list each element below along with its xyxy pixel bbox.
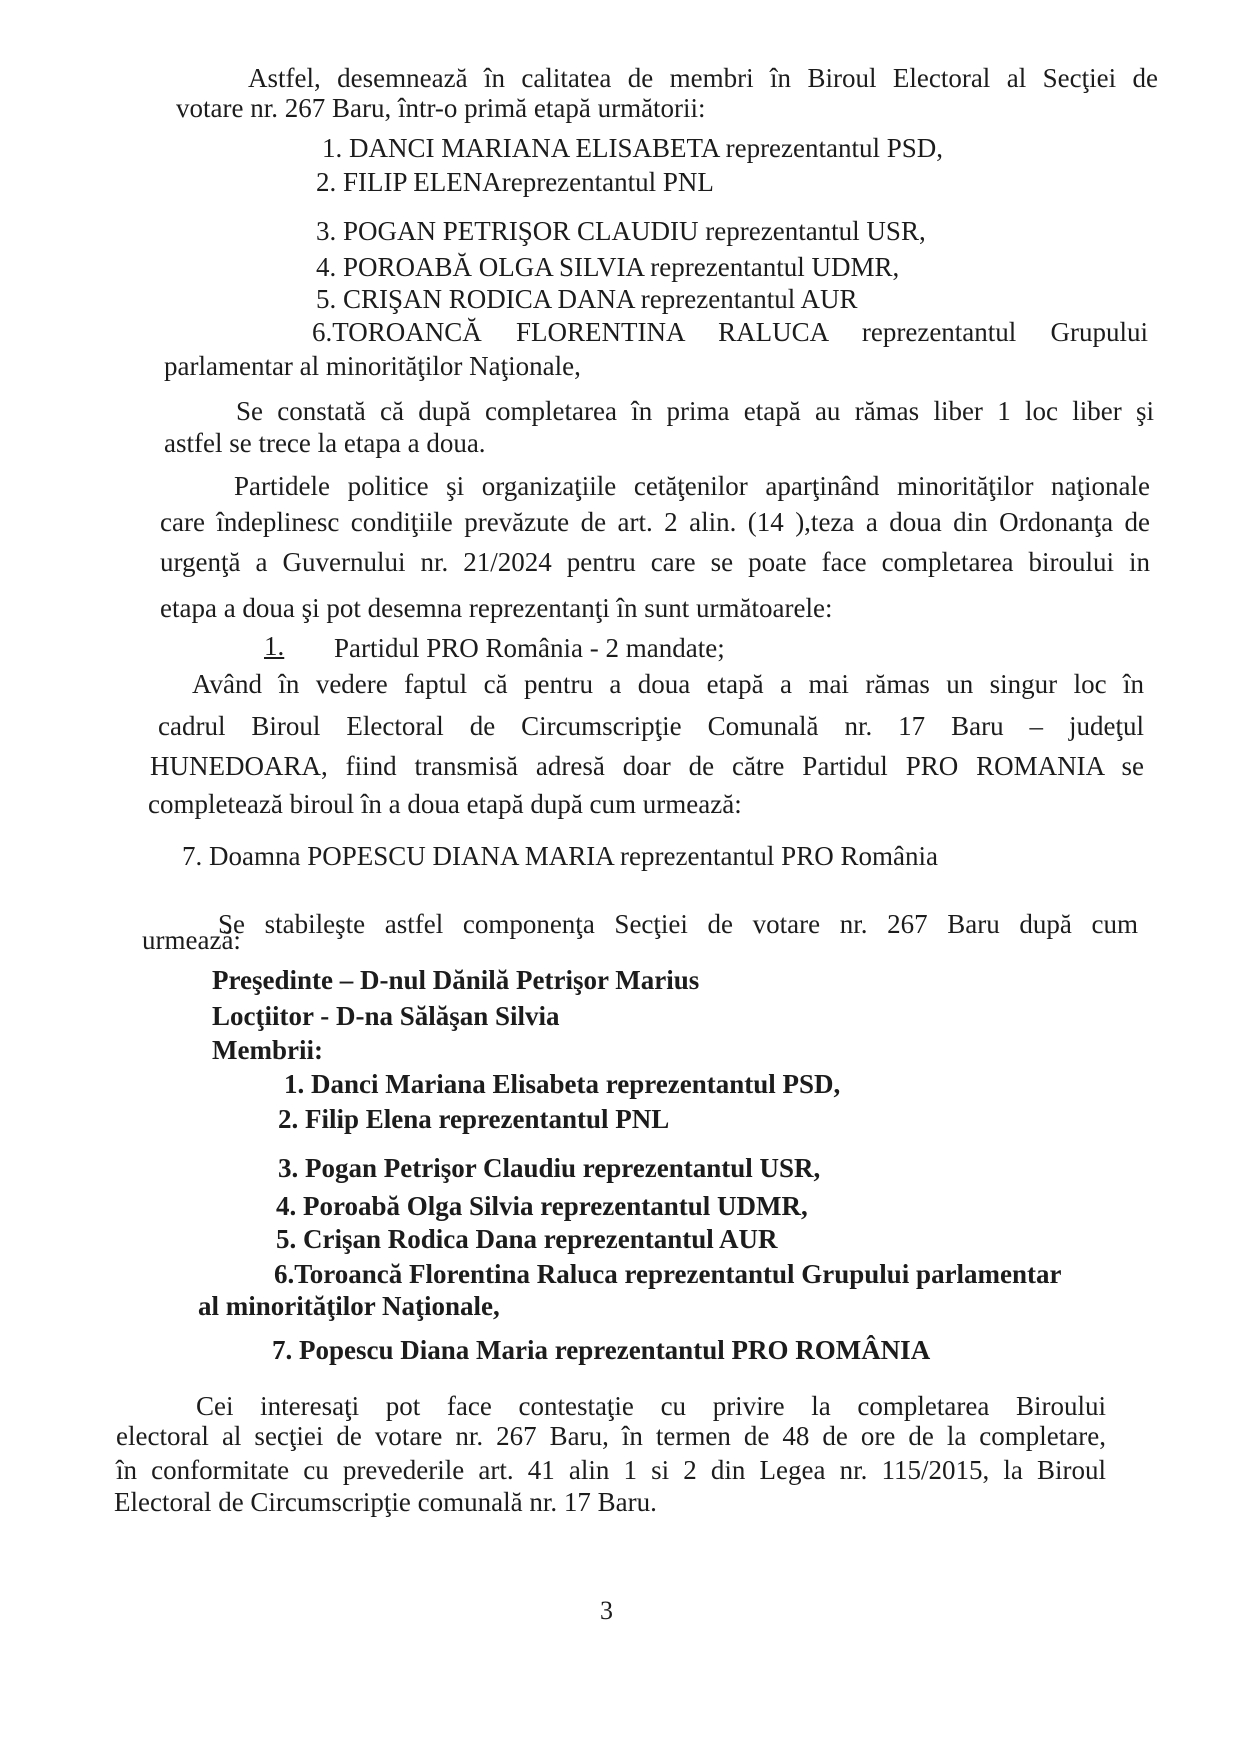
contest-line-1: Cei interesaţi pot face contestaţie cu privire la completarea Biroului — [196, 1391, 1106, 1421]
intro-line-2: votare nr. 267 Baru, într-o primă etapă următorii: — [176, 93, 706, 123]
page-number: 3 — [600, 1596, 613, 1625]
intro-line-1: Astfel, desemnează în calitatea de membri în Biroul Electoral al Secţiei de — [248, 63, 1158, 93]
first-stage-member-6: 6.TOROANCĂ FLORENTINA RALUCA reprezentantul Grupului — [312, 317, 1148, 347]
second-stage-line-4: completează biroul în a doua etapă după cum urmează: — [148, 789, 742, 819]
party-entry: Partidul PRO România - 2 mandate; — [334, 633, 725, 663]
parties-para-line-4: etapa a doua şi pot desemna reprezentanţi în sunt următoarele: — [160, 593, 833, 623]
parties-para-line-3: urgenţă a Guvernului nr. 21/2024 pentru care se poate face completarea biroului in — [160, 547, 1150, 577]
party-number: 1. — [264, 631, 285, 661]
first-stage-member-6-cont: parlamentar al minorităţilor Naţionale, — [164, 351, 581, 381]
first-stage-member-4: 4. POROABĂ OLGA SILVIA reprezentantul UDMR, — [316, 252, 900, 282]
final-member-1: 1. Danci Mariana Elisabeta reprezentantul PSD, — [284, 1069, 841, 1099]
final-member-3: 3. Pogan Petrişor Claudiu reprezentantul USR, — [278, 1153, 821, 1183]
contest-line-2: electoral al secţiei de votare nr. 267 Baru, în termen de 48 de ore de la completare, — [116, 1421, 1106, 1451]
first-stage-member-2: 2. FILIP ELENAreprezentantul PNL — [316, 167, 714, 197]
final-member-2: 2. Filip Elena reprezentantul PNL — [278, 1104, 670, 1134]
contest-line-3: în conformitate cu prevederile art. 41 alin 1 si 2 din Legea nr. 115/2015, la Biroul — [116, 1455, 1106, 1485]
final-member-6-cont: al minorităţilor Naţionale, — [198, 1291, 500, 1321]
composition-intro-line-1: Se stabileşte astfel componenţa Secţiei de votare nr. 267 Baru după cum — [218, 909, 1138, 939]
contest-line-4: Electoral de Circumscripţie comunală nr. 17 Baru. — [114, 1487, 657, 1517]
parties-para-line-2: care îndeplinesc condiţiile prevăzute de art. 2 alin. (14 ),teza a doua din Ordonanţa de — [160, 507, 1150, 537]
stage-note-line-2: astfel se trece la etapa a doua. — [164, 428, 486, 458]
first-stage-member-1: 1. DANCI MARIANA ELISABETA reprezentantul PSD, — [322, 133, 944, 163]
final-member-7: 7. Popescu Diana Maria reprezentantul PRO ROMÂNIA — [272, 1335, 931, 1365]
composition-intro-line-2: urmează: — [142, 925, 241, 955]
deputy: Locţiitor - D-na Sălăşan Silvia — [212, 1001, 560, 1031]
second-stage-member-7: 7. Doamna POPESCU DIANA MARIA reprezentantul PRO România — [182, 841, 938, 871]
second-stage-line-1: Având în vedere faptul că pentru a doua etapă a mai rămas un singur loc în — [192, 669, 1144, 699]
stage-note-line-1: Se constată că după completarea în prima etapă au rămas liber 1 loc liber şi — [236, 396, 1154, 426]
first-stage-member-5: 5. CRIŞAN RODICA DANA reprezentantul AUR — [316, 284, 858, 314]
president: Preşedinte – D-nul Dănilă Petrişor Marius — [212, 965, 700, 995]
final-member-5: 5. Crişan Rodica Dana reprezentantul AUR — [276, 1224, 778, 1254]
second-stage-line-2: cadrul Biroul Electoral de Circumscripţie Comunală nr. 17 Baru – judeţul — [158, 711, 1144, 741]
final-member-4: 4. Poroabă Olga Silvia reprezentantul UDMR, — [276, 1191, 808, 1221]
members-label: Membrii: — [212, 1035, 323, 1065]
second-stage-line-3: HUNEDOARA, fiind transmisă adresă doar de către Partidul PRO ROMANIA se — [150, 751, 1144, 781]
parties-para-line-1: Partidele politice şi organizaţiile cetăţenilor aparţinând minorităţilor naţionale — [234, 471, 1150, 501]
final-member-6: 6.Toroancă Florentina Raluca reprezentantul Grupului parlamentar — [274, 1259, 1062, 1289]
first-stage-member-3: 3. POGAN PETRIŞOR CLAUDIU reprezentantul USR, — [316, 216, 926, 246]
